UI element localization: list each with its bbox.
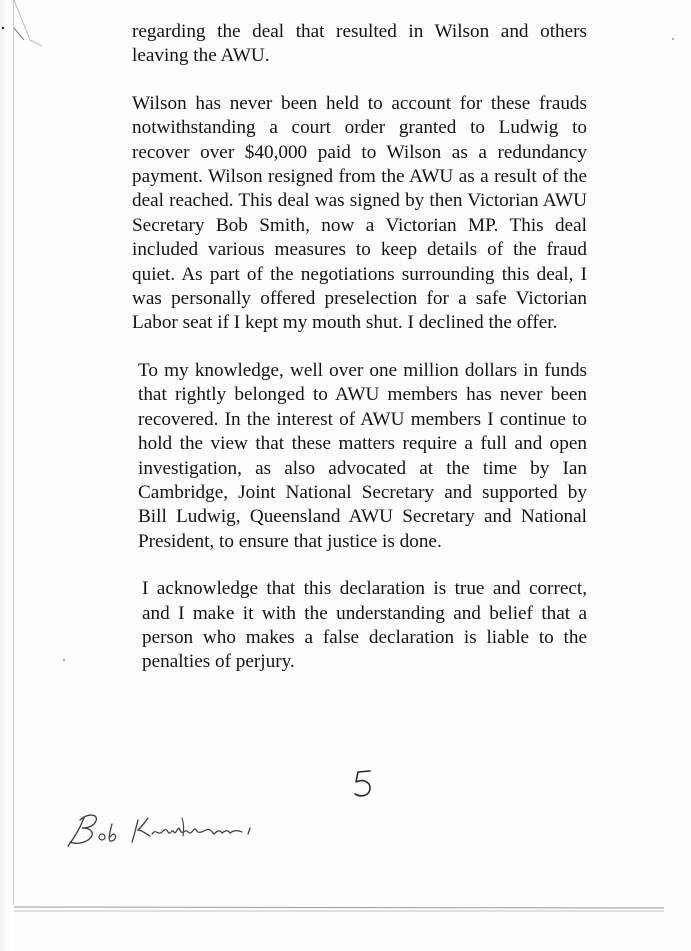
folded-corner-mark xyxy=(0,0,42,60)
page-bottom-edge xyxy=(14,905,664,915)
paragraph-3: To my knowledge, well over one million dollars in funds that rightly belonged to AWU members has never been recovered. In the interest of AWU members I continue to hold the view that these matters require a full and open investigation, as also advocated at the time by Ian Cambridge, Joint National Secretary and supported by Bill Ludwig, Queensland AWU Secretary and National President, to ensure that justice is done. xyxy=(138,359,587,552)
page-left-edge xyxy=(0,0,14,951)
handwritten-page-number xyxy=(350,766,380,802)
signature xyxy=(62,806,302,856)
page-edge-line xyxy=(13,0,14,905)
paragraph-4: I acknowledge that this declaration is true and correct, and I make it with the understanding and belief that a person who makes a false declaration is liable to the penalties of perjury. xyxy=(142,578,587,673)
paragraph-1: regarding the deal that resulted in Wilson and others leaving the AWU. xyxy=(132,21,587,67)
paragraph-2: Wilson has never been held to account for these frauds notwithstanding a court order granted to Ludwig to recover over $40,000 paid to Wilson as a redundancy payment. Wilson resigned from the AWU as a result of the deal reached. This deal was signed by then Victorian AWU Secretary Bob Smith, now a Victorian MP. This deal included various measures to keep details of the fraud quiet. As part of the negotiations surrounding this deal, I was personally offered preselection for a safe Victorian Labor seat if I kept my mouth shut. I declined the offer. xyxy=(132,92,587,334)
declaration-body xyxy=(132,20,587,698)
